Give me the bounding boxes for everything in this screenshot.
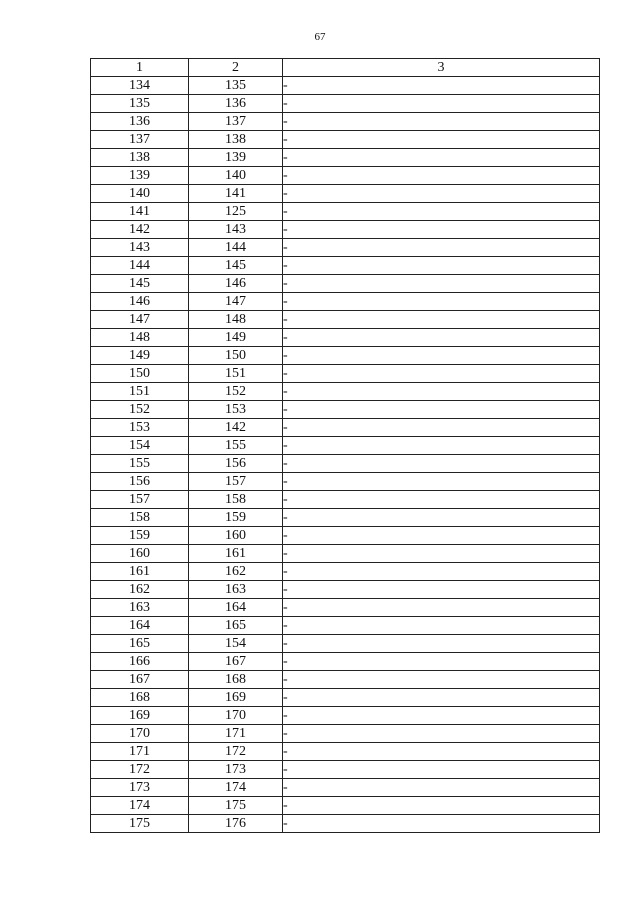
table-cell-col-2: 147 [189, 293, 283, 311]
table-row [91, 473, 600, 491]
table-cell-col-3: - [283, 347, 600, 365]
table-row [91, 455, 600, 473]
table-cell-col-1: 173 [91, 779, 189, 797]
table-row [91, 203, 600, 221]
table-cell-col-3: - [283, 509, 600, 527]
table-row [91, 329, 600, 347]
table-cell-col-2: 172 [189, 743, 283, 761]
table-cell-col-3: - [283, 311, 600, 329]
table-cell-col-3: - [283, 689, 600, 707]
table-cell-col-2: 152 [189, 383, 283, 401]
table-cell-col-2: 154 [189, 635, 283, 653]
table-row [91, 617, 600, 635]
table-body [91, 77, 600, 833]
table-row [91, 707, 600, 725]
table-cell-col-3: - [283, 707, 600, 725]
table-row [91, 95, 600, 113]
table-cell-col-3: - [283, 293, 600, 311]
table-row [91, 527, 600, 545]
table-row [91, 311, 600, 329]
table-row [91, 725, 600, 743]
table-cell-col-3: - [283, 635, 600, 653]
table-row [91, 509, 600, 527]
table-cell-col-1: 153 [91, 419, 189, 437]
table-row [91, 779, 600, 797]
table-row [91, 437, 600, 455]
table-row [91, 149, 600, 167]
table-cell-col-3: - [283, 131, 600, 149]
table-cell-col-1: 148 [91, 329, 189, 347]
table-cell-col-2: 141 [189, 185, 283, 203]
table-cell-col-1: 163 [91, 599, 189, 617]
table-cell-col-2: 143 [189, 221, 283, 239]
table-cell-col-2: 173 [189, 761, 283, 779]
table-cell-col-1: 174 [91, 797, 189, 815]
table-cell-col-3: - [283, 401, 600, 419]
table-cell-col-2: 174 [189, 779, 283, 797]
table-cell-col-2: 145 [189, 257, 283, 275]
table-row [91, 401, 600, 419]
table-cell-col-3: - [283, 815, 600, 833]
table-cell-col-3: - [283, 257, 600, 275]
table-cell-col-1: 145 [91, 275, 189, 293]
table-cell-col-2: 170 [189, 707, 283, 725]
table-cell-col-2: 140 [189, 167, 283, 185]
data-table [90, 58, 600, 833]
table-row [91, 257, 600, 275]
table-cell-col-1: 166 [91, 653, 189, 671]
table-cell-col-3: - [283, 185, 600, 203]
table-row [91, 599, 600, 617]
table-cell-col-1: 159 [91, 527, 189, 545]
table-cell-col-1: 152 [91, 401, 189, 419]
table-cell-col-1: 156 [91, 473, 189, 491]
table-row [91, 275, 600, 293]
table-row [91, 815, 600, 833]
table-row [91, 797, 600, 815]
table-cell-col-2: 161 [189, 545, 283, 563]
table-row [91, 77, 600, 95]
table-cell-col-3: - [283, 419, 600, 437]
table-row [91, 545, 600, 563]
table-cell-col-2: 163 [189, 581, 283, 599]
table-cell-col-3: - [283, 383, 600, 401]
table-cell-col-1: 141 [91, 203, 189, 221]
table-cell-col-2: 158 [189, 491, 283, 509]
table-cell-col-1: 143 [91, 239, 189, 257]
table-cell-col-1: 154 [91, 437, 189, 455]
column-header-3: 3 [283, 59, 600, 77]
table-cell-col-3: - [283, 725, 600, 743]
table-cell-col-3: - [283, 221, 600, 239]
table-cell-col-3: - [283, 149, 600, 167]
table-row [91, 185, 600, 203]
table-cell-col-1: 134 [91, 77, 189, 95]
table-cell-col-1: 142 [91, 221, 189, 239]
table-cell-col-1: 139 [91, 167, 189, 185]
table-cell-col-2: 139 [189, 149, 283, 167]
table-cell-col-1: 155 [91, 455, 189, 473]
table-cell-col-1: 149 [91, 347, 189, 365]
table-row [91, 167, 600, 185]
table-cell-col-3: - [283, 239, 600, 257]
table-row [91, 761, 600, 779]
table-cell-col-3: - [283, 491, 600, 509]
table-cell-col-1: 136 [91, 113, 189, 131]
table-cell-col-2: 144 [189, 239, 283, 257]
table-cell-col-2: 165 [189, 617, 283, 635]
table-cell-col-2: 164 [189, 599, 283, 617]
table-row [91, 131, 600, 149]
table-cell-col-3: - [283, 77, 600, 95]
table-cell-col-3: - [283, 581, 600, 599]
table-cell-col-1: 144 [91, 257, 189, 275]
table-cell-col-3: - [283, 329, 600, 347]
table-cell-col-2: 155 [189, 437, 283, 455]
table-cell-col-2: 171 [189, 725, 283, 743]
table-cell-col-1: 150 [91, 365, 189, 383]
table-cell-col-3: - [283, 653, 600, 671]
table-cell-col-2: 162 [189, 563, 283, 581]
table-cell-col-1: 160 [91, 545, 189, 563]
table-cell-col-2: 136 [189, 95, 283, 113]
table-cell-col-1: 168 [91, 689, 189, 707]
table-cell-col-2: 135 [189, 77, 283, 95]
column-header-1: 1 [91, 59, 189, 77]
table-cell-col-1: 161 [91, 563, 189, 581]
table-cell-col-2: 175 [189, 797, 283, 815]
table-cell-col-1: 138 [91, 149, 189, 167]
table-cell-col-2: 151 [189, 365, 283, 383]
page-number: 67 [314, 31, 326, 43]
table-row [91, 689, 600, 707]
table-cell-col-1: 137 [91, 131, 189, 149]
table-cell-col-3: - [283, 743, 600, 761]
table-cell-col-1: 157 [91, 491, 189, 509]
table-row [91, 563, 600, 581]
table-cell-col-1: 172 [91, 761, 189, 779]
table-cell-col-2: 125 [189, 203, 283, 221]
table-cell-col-1: 171 [91, 743, 189, 761]
table-row [91, 365, 600, 383]
table-row [91, 239, 600, 257]
table-cell-col-2: 157 [189, 473, 283, 491]
table-cell-col-1: 175 [91, 815, 189, 833]
table-cell-col-1: 169 [91, 707, 189, 725]
table-cell-col-1: 146 [91, 293, 189, 311]
table-cell-col-3: - [283, 797, 600, 815]
table-header-row [91, 59, 600, 77]
table-row [91, 491, 600, 509]
table-cell-col-1: 140 [91, 185, 189, 203]
table-cell-col-2: 167 [189, 653, 283, 671]
table-row [91, 419, 600, 437]
table-cell-col-1: 162 [91, 581, 189, 599]
table-row [91, 347, 600, 365]
table-row [91, 653, 600, 671]
table-cell-col-3: - [283, 95, 600, 113]
table-cell-col-3: - [283, 761, 600, 779]
table-cell-col-3: - [283, 113, 600, 131]
table-row [91, 293, 600, 311]
table-cell-col-1: 167 [91, 671, 189, 689]
table-cell-col-1: 135 [91, 95, 189, 113]
table-cell-col-1: 147 [91, 311, 189, 329]
table-cell-col-3: - [283, 455, 600, 473]
table-cell-col-2: 156 [189, 455, 283, 473]
table-cell-col-3: - [283, 203, 600, 221]
table-cell-col-3: - [283, 365, 600, 383]
table-row [91, 221, 600, 239]
table-row [91, 383, 600, 401]
table-cell-col-2: 169 [189, 689, 283, 707]
table-cell-col-3: - [283, 671, 600, 689]
table-cell-col-2: 176 [189, 815, 283, 833]
table-cell-col-3: - [283, 167, 600, 185]
table-cell-col-2: 153 [189, 401, 283, 419]
table-cell-col-3: - [283, 617, 600, 635]
table-row [91, 743, 600, 761]
table-cell-col-2: 148 [189, 311, 283, 329]
table-cell-col-2: 137 [189, 113, 283, 131]
table-cell-col-1: 170 [91, 725, 189, 743]
table-cell-col-2: 149 [189, 329, 283, 347]
table-cell-col-2: 138 [189, 131, 283, 149]
table-cell-col-3: - [283, 437, 600, 455]
table-cell-col-3: - [283, 545, 600, 563]
table-cell-col-2: 150 [189, 347, 283, 365]
table-cell-col-3: - [283, 527, 600, 545]
table-row [91, 671, 600, 689]
table-cell-col-1: 151 [91, 383, 189, 401]
table-row [91, 113, 600, 131]
table-cell-col-3: - [283, 275, 600, 293]
table-cell-col-1: 164 [91, 617, 189, 635]
table-cell-col-2: 168 [189, 671, 283, 689]
column-header-2: 2 [189, 59, 283, 77]
table-cell-col-2: 160 [189, 527, 283, 545]
table-cell-col-3: - [283, 599, 600, 617]
table-cell-col-1: 165 [91, 635, 189, 653]
table-cell-col-3: - [283, 473, 600, 491]
table-cell-col-3: - [283, 563, 600, 581]
table-row [91, 635, 600, 653]
table-cell-col-2: 159 [189, 509, 283, 527]
table-cell-col-3: - [283, 779, 600, 797]
table-cell-col-2: 146 [189, 275, 283, 293]
table-cell-col-1: 158 [91, 509, 189, 527]
table-row [91, 581, 600, 599]
table-cell-col-2: 142 [189, 419, 283, 437]
